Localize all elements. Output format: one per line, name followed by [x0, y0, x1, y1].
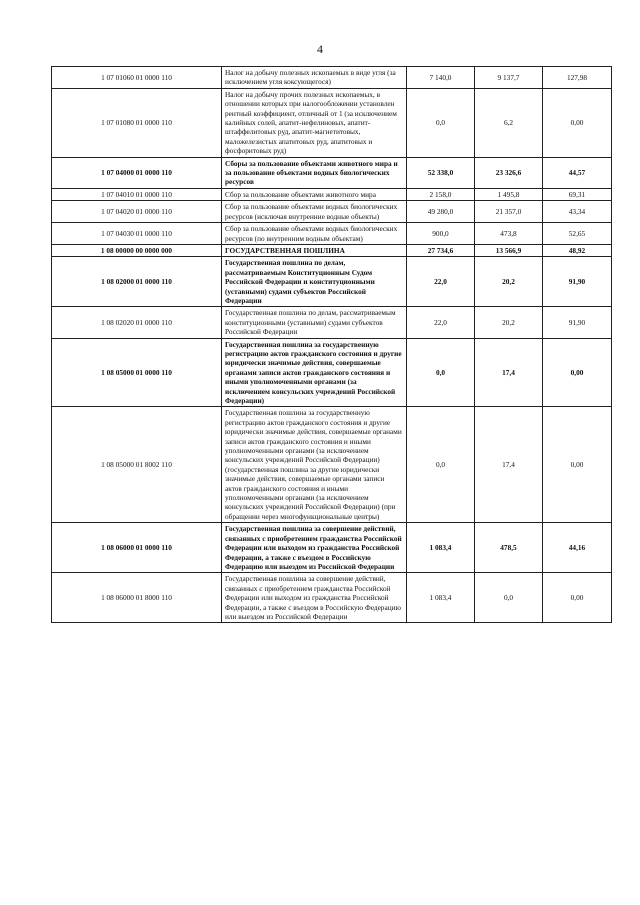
budget-code-cell: 1 07 04000 01 0000 110	[52, 157, 222, 188]
planned-amount-cell: 52 338,0	[407, 157, 475, 188]
table-row	[52, 257, 612, 307]
actual-amount-cell: 20,2	[475, 257, 543, 307]
budget-code-cell: 1 07 01060 01 0000 110	[52, 67, 222, 89]
budget-code-cell: 1 08 05000 01 8002 110	[52, 407, 222, 523]
actual-amount-cell: 473,8	[475, 223, 543, 245]
budget-code-cell: 1 08 02020 01 0000 110	[52, 307, 222, 338]
budget-code-cell: 1 07 01080 01 0000 110	[52, 88, 222, 157]
income-name-cell: Государственная пошлина за совершение действий, связанных с приобретением гражданства Российской Федерации или выходом из гражданства Российской Федерации, а также с въездом в Российскую Федерацию или выездом из Российской Федерации	[222, 523, 407, 573]
actual-amount-cell: 20,2	[475, 307, 543, 338]
execution-percent-cell: 0,00	[543, 88, 612, 157]
table-row	[52, 88, 612, 157]
income-name-cell: Налог на добычу полезных ископаемых в виде угля (за исключением угля коксующегося)	[222, 67, 407, 89]
table-row	[52, 573, 612, 623]
revenue-table	[51, 66, 612, 623]
table-row	[52, 188, 612, 200]
income-name-cell: Сборы за пользование объектами животного мира и за пользование объектами водных биологических ресурсов	[222, 157, 407, 188]
planned-amount-cell: 27 734,6	[407, 244, 475, 256]
execution-percent-cell: 91,90	[543, 307, 612, 338]
planned-amount-cell: 0,0	[407, 407, 475, 523]
execution-percent-cell: 0,00	[543, 573, 612, 623]
revenue-table-body	[52, 67, 612, 623]
table-row	[52, 307, 612, 338]
actual-amount-cell: 23 326,6	[475, 157, 543, 188]
table-row	[52, 223, 612, 245]
planned-amount-cell: 2 158,0	[407, 188, 475, 200]
income-name-cell: Налог на добычу прочих полезных ископаемых, в отношении которых при налогообложении установлен рентный коэффициент, отличный от 1 (за исключением калийных солей, апатит-нефелиновых, апатит-штаффелитовых руд, апатит-магнетитовых, маложелезистых апатитовых руд, апатитовых и фосфоритовых руд)	[222, 88, 407, 157]
planned-amount-cell: 22,0	[407, 257, 475, 307]
planned-amount-cell: 0,0	[407, 88, 475, 157]
income-name-cell: Государственная пошлина по делам, рассматриваемым Конституционным Судом Российской Федерации и конституционными (уставными) судами субъектов Российской Федерации	[222, 257, 407, 307]
table-row	[52, 201, 612, 223]
budget-code-cell: 1 07 04030 01 0000 110	[52, 223, 222, 245]
income-name-cell: ГОСУДАРСТВЕННАЯ ПОШЛИНА	[222, 244, 407, 256]
income-name-cell: Государственная пошлина за совершение действий, связанных с приобретением гражданства Российской Федерации или выходом из гражданства Российской Федерации, а также с въездом в Российскую Федерацию или выездом из Российской Федерации	[222, 573, 407, 623]
planned-amount-cell: 1 083,4	[407, 523, 475, 573]
table-row	[52, 338, 612, 407]
execution-percent-cell: 91,90	[543, 257, 612, 307]
actual-amount-cell: 17,4	[475, 407, 543, 523]
budget-code-cell: 1 08 06000 01 0000 110	[52, 523, 222, 573]
planned-amount-cell: 49 280,0	[407, 201, 475, 223]
execution-percent-cell: 48,92	[543, 244, 612, 256]
budget-code-cell: 1 07 04020 01 0000 110	[52, 201, 222, 223]
income-name-cell: Сбор за пользование объектами водных биологических ресурсов (исключая внутренние водные объекты)	[222, 201, 407, 223]
table-row	[52, 407, 612, 523]
table-row	[52, 244, 612, 256]
execution-percent-cell: 0,00	[543, 338, 612, 407]
budget-code-cell: 1 08 00000 00 0000 000	[52, 244, 222, 256]
planned-amount-cell: 900,0	[407, 223, 475, 245]
income-name-cell: Сбор за пользование объектами животного мира	[222, 188, 407, 200]
planned-amount-cell: 0,0	[407, 338, 475, 407]
actual-amount-cell: 478,5	[475, 523, 543, 573]
income-name-cell: Государственная пошлина за государственную регистрацию актов гражданского состояния и другие юридически значимые действия, совершаемые органами записи актов гражданского состояния и иными уполномоченными органами (за исключением консульских учреждений Российской Федерации)	[222, 338, 407, 407]
actual-amount-cell: 0,0	[475, 573, 543, 623]
table-row	[52, 157, 612, 188]
planned-amount-cell: 7 140,0	[407, 67, 475, 89]
actual-amount-cell: 1 495,8	[475, 188, 543, 200]
income-name-cell: Государственная пошлина за государственную регистрацию актов гражданского состояния и другие юридически значимые действия, совершаемые органами записи актов гражданского состояния и иными уполномоченными органами (за исключением консульских учреждений Российской Федерации) (государственная пошлина за другие юридически значимые действия, совершаемые органами записи актов гражданского состояния и иными уполномоченными органами (за исключением консульских учреждений Российской Федерации) (при обращении через многофункциональные центры)	[222, 407, 407, 523]
income-name-cell: Государственная пошлина по делам, рассматриваемым конституционными (уставными) судами субъектов Российской Федерации	[222, 307, 407, 338]
actual-amount-cell: 6,2	[475, 88, 543, 157]
execution-percent-cell: 52,65	[543, 223, 612, 245]
budget-code-cell: 1 08 02000 01 0000 110	[52, 257, 222, 307]
budget-code-cell: 1 08 06000 01 8000 110	[52, 573, 222, 623]
budget-code-cell: 1 08 05000 01 0000 110	[52, 338, 222, 407]
execution-percent-cell: 44,16	[543, 523, 612, 573]
execution-percent-cell: 44,57	[543, 157, 612, 188]
execution-percent-cell: 43,34	[543, 201, 612, 223]
page-number: 4	[317, 42, 323, 56]
income-name-cell: Сбор за пользование объектами водных биологических ресурсов (по внутренним водным объектам)	[222, 223, 407, 245]
planned-amount-cell: 1 083,4	[407, 573, 475, 623]
planned-amount-cell: 22,0	[407, 307, 475, 338]
actual-amount-cell: 13 566,9	[475, 244, 543, 256]
execution-percent-cell: 69,31	[543, 188, 612, 200]
actual-amount-cell: 9 137,7	[475, 67, 543, 89]
budget-code-cell: 1 07 04010 01 0000 110	[52, 188, 222, 200]
table-row	[52, 523, 612, 573]
actual-amount-cell: 17,4	[475, 338, 543, 407]
execution-percent-cell: 0,00	[543, 407, 612, 523]
execution-percent-cell: 127,98	[543, 67, 612, 89]
table-row	[52, 67, 612, 89]
actual-amount-cell: 21 357,0	[475, 201, 543, 223]
